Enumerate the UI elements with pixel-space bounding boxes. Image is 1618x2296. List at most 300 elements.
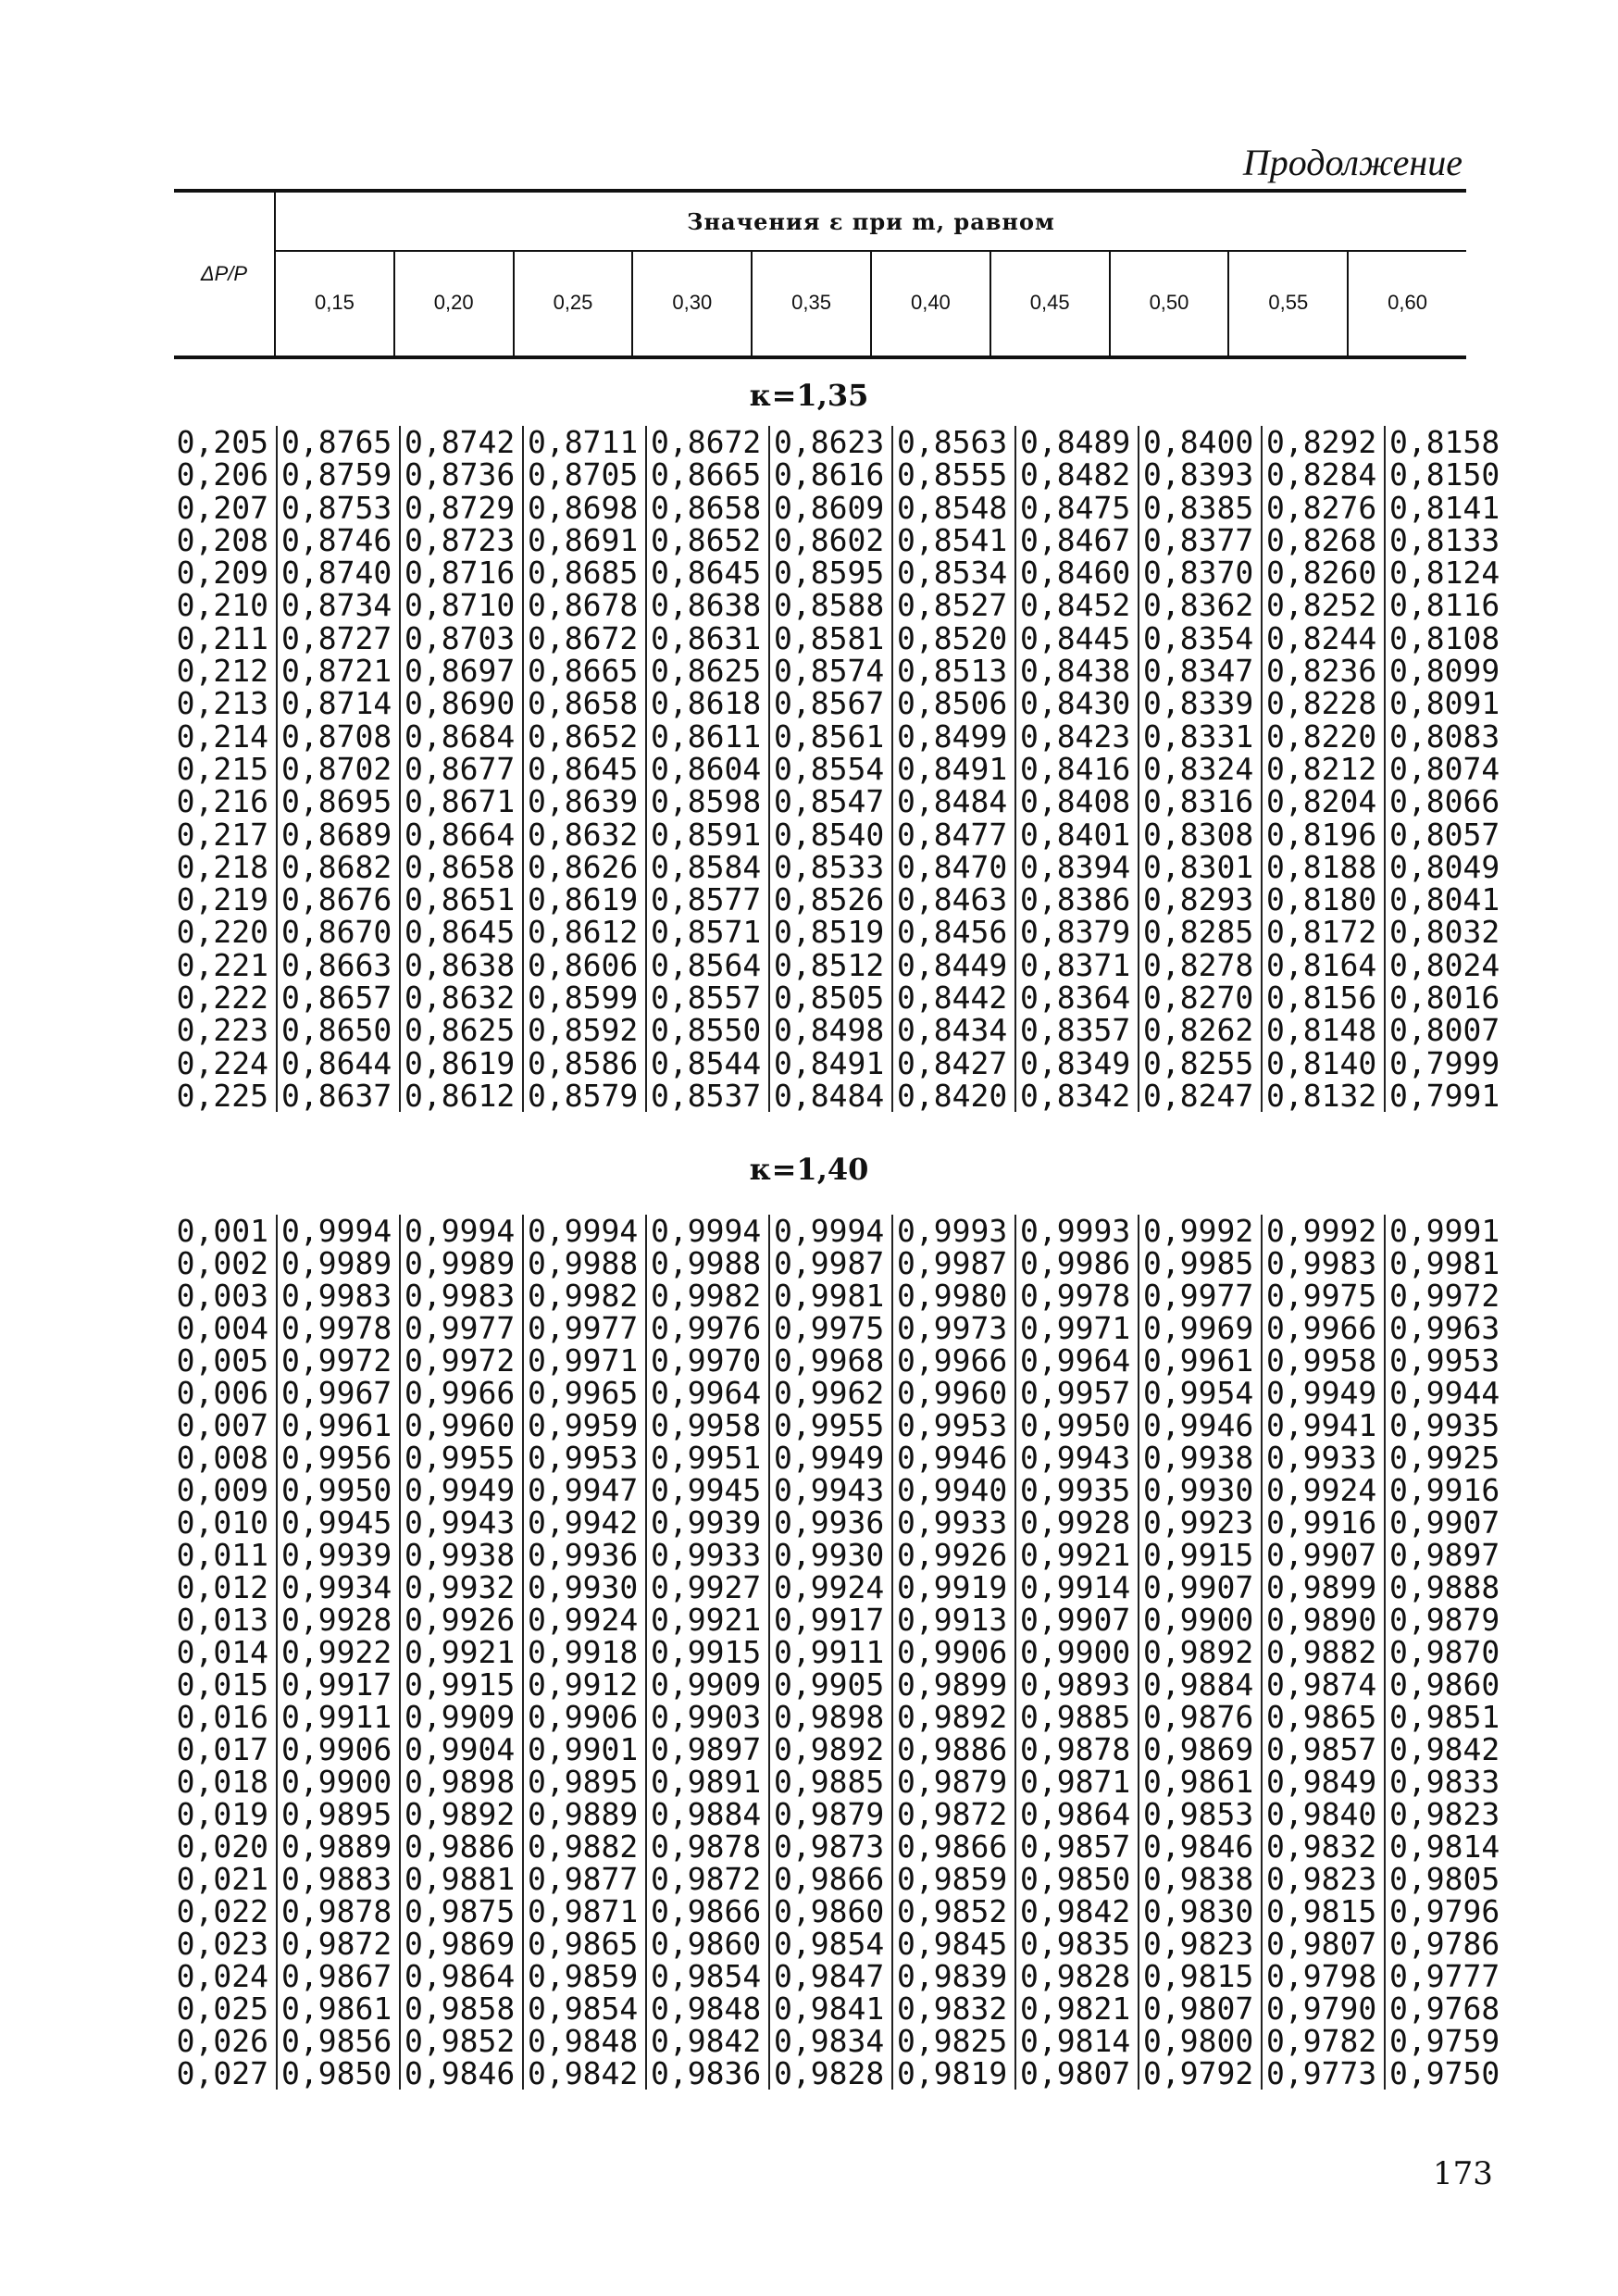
pressure-ratio-cell: 0,022 <box>176 1893 268 1929</box>
epsilon-value-cell: 0,8705 <box>522 458 645 491</box>
table-row <box>165 1766 1507 1798</box>
pressure-ratio-cell: 0,214 <box>176 718 268 755</box>
epsilon-value-cell: 0,9842 <box>1384 1733 1507 1766</box>
pressure-ratio-cell: 0,013 <box>176 1602 268 1638</box>
epsilon-value-cell: 0,9927 <box>645 1571 768 1603</box>
epsilon-value-cell: 0,8550 <box>645 1014 768 1046</box>
pressure-ratio-cell: 0,216 <box>176 783 268 820</box>
epsilon-value-cell: 0,9994 <box>768 1215 891 1247</box>
epsilon-value-cell: 0,9961 <box>276 1409 399 1441</box>
epsilon-value-cell: 0,9898 <box>399 1766 522 1798</box>
epsilon-value-cell: 0,8357 <box>1014 1014 1138 1046</box>
epsilon-value-cell: 0,9985 <box>1138 1247 1261 1279</box>
epsilon-value-cell: 0,8599 <box>522 981 645 1014</box>
epsilon-value-cell: 0,9906 <box>522 1701 645 1733</box>
m-value-header: 0,20 <box>393 250 513 356</box>
epsilon-value-cell: 0,9960 <box>891 1377 1014 1409</box>
epsilon-value-cell: 0,8537 <box>645 1079 768 1112</box>
epsilon-value-cell: 0,9994 <box>645 1215 768 1247</box>
epsilon-value-cell: 0,9874 <box>1261 1668 1384 1701</box>
epsilon-value-cell: 0,8342 <box>1014 1079 1138 1112</box>
epsilon-value-cell: 0,8678 <box>522 589 645 621</box>
epsilon-value-cell: 0,8141 <box>1384 492 1507 524</box>
epsilon-value-cell: 0,9907 <box>1138 1571 1261 1603</box>
epsilon-value-cell: 0,8489 <box>1014 426 1138 458</box>
epsilon-value-cell: 0,9906 <box>891 1636 1014 1668</box>
m-value-header: 0,55 <box>1227 250 1347 356</box>
epsilon-value-cell: 0,9970 <box>645 1344 768 1377</box>
table-row <box>165 1960 1507 1992</box>
epsilon-value-cell: 0,8347 <box>1138 655 1261 687</box>
epsilon-value-cell: 0,8408 <box>1014 785 1138 817</box>
epsilon-value-cell: 0,8541 <box>891 524 1014 556</box>
pressure-ratio-cell: 0,004 <box>176 1310 268 1346</box>
epsilon-value-cell: 0,9981 <box>768 1279 891 1312</box>
epsilon-value-cell: 0,8393 <box>1138 458 1261 491</box>
epsilon-value-cell: 0,8729 <box>399 492 522 524</box>
epsilon-value-cell: 0,9892 <box>399 1798 522 1830</box>
epsilon-value-cell: 0,8626 <box>522 851 645 883</box>
epsilon-value-cell: 0,8526 <box>768 883 891 916</box>
m-value-header: 0,25 <box>513 250 632 356</box>
epsilon-value-cell: 0,9991 <box>1384 1215 1507 1247</box>
pressure-ratio-cell: 0,218 <box>176 848 268 885</box>
epsilon-value-cell: 0,9945 <box>645 1474 768 1506</box>
epsilon-value-cell: 0,9987 <box>891 1247 1014 1279</box>
m-value-header: 0,60 <box>1347 250 1466 356</box>
epsilon-value-cell: 0,7991 <box>1384 1079 1507 1112</box>
epsilon-value-cell: 0,9958 <box>645 1409 768 1441</box>
epsilon-value-cell: 0,9790 <box>1261 1992 1384 2025</box>
epsilon-value-cell: 0,9913 <box>891 1603 1014 1636</box>
epsilon-value-cell: 0,9872 <box>891 1798 1014 1830</box>
epsilon-value-cell: 0,8651 <box>399 883 522 916</box>
epsilon-value-cell: 0,8602 <box>768 524 891 556</box>
epsilon-value-cell: 0,9900 <box>276 1766 399 1798</box>
epsilon-value-cell: 0,9978 <box>1014 1279 1138 1312</box>
table-row <box>165 458 1507 491</box>
pressure-ratio-cell: 0,207 <box>176 489 268 526</box>
epsilon-value-cell: 0,9950 <box>1014 1409 1138 1441</box>
epsilon-value-cell: 0,8591 <box>645 818 768 851</box>
epsilon-value-cell: 0,9909 <box>399 1701 522 1733</box>
epsilon-value-cell: 0,9815 <box>1261 1895 1384 1928</box>
epsilon-value-cell: 0,8723 <box>399 524 522 556</box>
epsilon-value-cell: 0,9884 <box>645 1798 768 1830</box>
epsilon-value-cell: 0,8460 <box>1014 556 1138 589</box>
table-row <box>165 848 1507 885</box>
epsilon-value-cell: 0,9860 <box>1384 1668 1507 1701</box>
epsilon-value-cell: 0,8292 <box>1261 426 1384 458</box>
epsilon-value-cell: 0,8736 <box>399 458 522 491</box>
epsilon-value-cell: 0,9892 <box>768 1733 891 1766</box>
epsilon-value-cell: 0,9949 <box>399 1474 522 1506</box>
epsilon-value-cell: 0,8742 <box>399 426 522 458</box>
epsilon-value-cell: 0,9922 <box>276 1636 399 1668</box>
pressure-ratio-cell: 0,221 <box>176 946 268 983</box>
epsilon-value-cell: 0,9800 <box>1138 2025 1261 2057</box>
epsilon-value-cell: 0,9943 <box>768 1474 891 1506</box>
epsilon-value-cell: 0,9972 <box>399 1344 522 1377</box>
epsilon-value-cell: 0,9960 <box>399 1409 522 1441</box>
epsilon-value-cell: 0,8278 <box>1138 949 1261 981</box>
table-row <box>165 1312 1507 1344</box>
pressure-ratio-cell: 0,006 <box>176 1375 268 1411</box>
epsilon-value-cell: 0,8452 <box>1014 589 1138 621</box>
epsilon-value-cell: 0,9848 <box>522 2025 645 2057</box>
epsilon-value-cell: 0,9840 <box>1261 1798 1384 1830</box>
epsilon-value-cell: 0,9873 <box>768 1830 891 1863</box>
epsilon-value-cell: 0,9994 <box>399 1215 522 1247</box>
epsilon-value-cell: 0,9866 <box>768 1863 891 1895</box>
epsilon-value-cell: 0,9961 <box>1138 1344 1261 1377</box>
epsilon-value-cell: 0,9919 <box>891 1571 1014 1603</box>
column-group-title: Значения ε при m, равном <box>276 193 1466 252</box>
epsilon-value-cell: 0,8212 <box>1261 753 1384 785</box>
epsilon-value-cell: 0,8506 <box>891 687 1014 719</box>
epsilon-value-cell: 0,9886 <box>891 1733 1014 1766</box>
epsilon-value-cell: 0,8698 <box>522 492 645 524</box>
epsilon-value-cell: 0,9923 <box>1138 1506 1261 1539</box>
epsilon-value-cell: 0,8349 <box>1014 1047 1138 1079</box>
epsilon-value-cell: 0,9845 <box>891 1928 1014 1960</box>
epsilon-value-cell: 0,8638 <box>399 949 522 981</box>
epsilon-value-cell: 0,8753 <box>276 492 399 524</box>
epsilon-value-cell: 0,9825 <box>891 2025 1014 2057</box>
epsilon-value-cell: 0,9865 <box>522 1928 645 1960</box>
epsilon-value-cell: 0,9928 <box>276 1603 399 1636</box>
epsilon-value-cell: 0,8677 <box>399 753 522 785</box>
epsilon-value-cell: 0,8156 <box>1261 981 1384 1014</box>
epsilon-value-cell: 0,9854 <box>645 1960 768 1992</box>
table-row <box>165 1830 1507 1863</box>
epsilon-value-cell: 0,8442 <box>891 981 1014 1014</box>
epsilon-value-cell: 0,9956 <box>276 1441 399 1474</box>
epsilon-value-cell: 0,8714 <box>276 687 399 719</box>
epsilon-value-cell: 0,9782 <box>1261 2025 1384 2057</box>
epsilon-value-cell: 0,8598 <box>645 785 768 817</box>
epsilon-value-cell: 0,9977 <box>522 1312 645 1344</box>
epsilon-value-cell: 0,9854 <box>522 1992 645 2025</box>
epsilon-value-cell: 0,9864 <box>399 1960 522 1992</box>
pressure-ratio-cell: 0,026 <box>176 2023 268 2059</box>
epsilon-value-cell: 0,8584 <box>645 851 768 883</box>
epsilon-value-cell: 0,8247 <box>1138 1079 1261 1112</box>
epsilon-value-cell: 0,9857 <box>1014 1830 1138 1863</box>
epsilon-value-cell: 0,9830 <box>1138 1895 1261 1928</box>
epsilon-value-cell: 0,8727 <box>276 622 399 655</box>
epsilon-value-cell: 0,9982 <box>645 1279 768 1312</box>
epsilon-value-cell: 0,8401 <box>1014 818 1138 851</box>
pressure-ratio-cell: 0,016 <box>176 1699 268 1735</box>
epsilon-value-cell: 0,9955 <box>399 1441 522 1474</box>
table-row <box>165 2025 1507 2057</box>
epsilon-value-cell: 0,9953 <box>522 1441 645 1474</box>
pressure-ratio-cell: 0,023 <box>176 1926 268 1962</box>
epsilon-value-cell: 0,9870 <box>1384 1636 1507 1668</box>
table-row <box>165 1636 1507 1668</box>
epsilon-value-cell: 0,9821 <box>1014 1992 1138 2025</box>
table-row <box>165 1798 1507 1830</box>
epsilon-value-cell: 0,9796 <box>1384 1895 1507 1928</box>
epsilon-value-cell: 0,8220 <box>1261 720 1384 753</box>
epsilon-value-cell: 0,9938 <box>1138 1441 1261 1474</box>
table-row <box>165 818 1507 851</box>
epsilon-value-cell: 0,8228 <box>1261 687 1384 719</box>
epsilon-value-cell: 0,8581 <box>768 622 891 655</box>
epsilon-value-cell: 0,9936 <box>768 1506 891 1539</box>
pressure-ratio-cell: 0,003 <box>176 1278 268 1314</box>
epsilon-value-cell: 0,9916 <box>1261 1506 1384 1539</box>
epsilon-value-cell: 0,8354 <box>1138 622 1261 655</box>
epsilon-value-cell: 0,9915 <box>645 1636 768 1668</box>
epsilon-value-cell: 0,8658 <box>399 851 522 883</box>
epsilon-value-cell: 0,8236 <box>1261 655 1384 687</box>
epsilon-value-cell: 0,9955 <box>768 1409 891 1441</box>
epsilon-value-cell: 0,9916 <box>1384 1474 1507 1506</box>
table-row <box>165 1539 1507 1571</box>
epsilon-value-cell: 0,9943 <box>399 1506 522 1539</box>
epsilon-value-cell: 0,8710 <box>399 589 522 621</box>
epsilon-value-cell: 0,8759 <box>276 458 399 491</box>
epsilon-value-cell: 0,8702 <box>276 753 399 785</box>
epsilon-value-cell: 0,9911 <box>276 1701 399 1733</box>
epsilon-value-cell: 0,9963 <box>1384 1312 1507 1344</box>
epsilon-value-cell: 0,9900 <box>1014 1636 1138 1668</box>
epsilon-value-cell: 0,8519 <box>768 916 891 948</box>
epsilon-value-cell: 0,9935 <box>1014 1474 1138 1506</box>
epsilon-value-cell: 0,9828 <box>768 2057 891 2090</box>
table-row <box>165 1409 1507 1441</box>
epsilon-value-cell: 0,8652 <box>522 720 645 753</box>
epsilon-value-cell: 0,8148 <box>1261 1014 1384 1046</box>
epsilon-value-cell: 0,9966 <box>399 1377 522 1409</box>
epsilon-value-cell: 0,8682 <box>276 851 399 883</box>
epsilon-value-cell: 0,9987 <box>768 1247 891 1279</box>
epsilon-value-cell: 0,9903 <box>645 1701 768 1733</box>
epsilon-value-cell: 0,9994 <box>276 1215 399 1247</box>
epsilon-value-cell: 0,8308 <box>1138 818 1261 851</box>
epsilon-value-cell: 0,9898 <box>768 1701 891 1733</box>
pressure-ratio-cell: 0,213 <box>176 685 268 722</box>
epsilon-value-cell: 0,8108 <box>1384 622 1507 655</box>
epsilon-value-cell: 0,8204 <box>1261 785 1384 817</box>
epsilon-value-cell: 0,8041 <box>1384 883 1507 916</box>
epsilon-value-cell: 0,9832 <box>891 1992 1014 2025</box>
table-row <box>165 720 1507 753</box>
epsilon-value-cell: 0,8140 <box>1261 1047 1384 1079</box>
epsilon-value-cell: 0,9953 <box>1384 1344 1507 1377</box>
epsilon-value-cell: 0,8252 <box>1261 589 1384 621</box>
epsilon-value-cell: 0,9949 <box>768 1441 891 1474</box>
epsilon-value-cell: 0,8650 <box>276 1014 399 1046</box>
epsilon-value-cell: 0,9805 <box>1384 1863 1507 1895</box>
epsilon-value-cell: 0,9989 <box>276 1247 399 1279</box>
table-row <box>165 685 1507 722</box>
epsilon-value-cell: 0,8324 <box>1138 753 1261 785</box>
epsilon-value-cell: 0,9759 <box>1384 2025 1507 2057</box>
epsilon-value-cell: 0,9977 <box>399 1312 522 1344</box>
m-value-header: 0,15 <box>314 291 355 314</box>
epsilon-value-cell: 0,9858 <box>399 1992 522 2025</box>
epsilon-value-cell: 0,9933 <box>891 1506 1014 1539</box>
epsilon-value-cell: 0,8438 <box>1014 655 1138 687</box>
table-row <box>165 1247 1507 1279</box>
epsilon-value-cell: 0,9839 <box>891 1960 1014 1992</box>
continuation-label: Продолжение <box>1242 142 1462 183</box>
m-value-header: 0,30 <box>631 250 751 356</box>
epsilon-value-cell: 0,8557 <box>645 981 768 1014</box>
epsilon-value-cell: 0,8260 <box>1261 556 1384 589</box>
epsilon-value-cell: 0,8672 <box>645 426 768 458</box>
epsilon-value-cell: 0,9859 <box>891 1863 1014 1895</box>
epsilon-value-cell: 0,8612 <box>399 1079 522 1112</box>
epsilon-value-cell: 0,8049 <box>1384 851 1507 883</box>
table-row <box>165 980 1507 1017</box>
epsilon-value-cell: 0,9934 <box>276 1571 399 1603</box>
epsilon-value-cell: 0,9891 <box>645 1766 768 1798</box>
epsilon-value-cell: 0,9836 <box>645 2057 768 2090</box>
epsilon-value-cell: 0,8244 <box>1261 622 1384 655</box>
epsilon-value-cell: 0,9907 <box>1261 1539 1384 1571</box>
epsilon-value-cell: 0,9932 <box>399 1571 522 1603</box>
epsilon-value-cell: 0,8703 <box>399 622 522 655</box>
epsilon-value-cell: 0,9872 <box>645 1863 768 1895</box>
table-row <box>165 653 1507 690</box>
epsilon-value-cell: 0,9850 <box>276 2057 399 2090</box>
epsilon-value-cell: 0,9888 <box>1384 1571 1507 1603</box>
epsilon-value-cell: 0,8623 <box>768 426 891 458</box>
epsilon-value-cell: 0,9968 <box>768 1344 891 1377</box>
epsilon-value-cell: 0,9967 <box>276 1377 399 1409</box>
epsilon-value-cell: 0,8463 <box>891 883 1014 916</box>
epsilon-value-cell: 0,8561 <box>768 720 891 753</box>
epsilon-value-cell: 0,8625 <box>399 1014 522 1046</box>
epsilon-value-cell: 0,8158 <box>1384 426 1507 458</box>
epsilon-value-cell: 0,8645 <box>399 916 522 948</box>
epsilon-value-cell: 0,9953 <box>891 1409 1014 1441</box>
epsilon-value-cell: 0,9842 <box>645 2025 768 2057</box>
epsilon-value-cell: 0,9860 <box>645 1928 768 1960</box>
epsilon-value-cell: 0,8765 <box>276 426 399 458</box>
pressure-ratio-cell: 0,007 <box>176 1407 268 1443</box>
epsilon-value-cell: 0,9892 <box>1138 1636 1261 1668</box>
epsilon-value-cell: 0,9930 <box>522 1571 645 1603</box>
pressure-ratio-cell: 0,212 <box>176 653 268 690</box>
pressure-ratio-cell: 0,002 <box>176 1245 268 1281</box>
epsilon-value-cell: 0,9924 <box>768 1571 891 1603</box>
epsilon-value-cell: 0,8484 <box>891 785 1014 817</box>
table-row <box>165 1603 1507 1636</box>
epsilon-value-cell: 0,8695 <box>276 785 399 817</box>
epsilon-value-cell: 0,8637 <box>276 1079 399 1112</box>
epsilon-value-cell: 0,9912 <box>522 1668 645 1701</box>
epsilon-value-cell: 0,9832 <box>1261 1830 1384 1863</box>
epsilon-value-cell: 0,9935 <box>1384 1409 1507 1441</box>
epsilon-value-cell: 0,9899 <box>891 1668 1014 1701</box>
table-row <box>165 489 1507 526</box>
epsilon-value-cell: 0,9895 <box>522 1766 645 1798</box>
epsilon-value-cell: 0,9897 <box>1384 1539 1507 1571</box>
epsilon-value-cell: 0,8554 <box>768 753 891 785</box>
pressure-ratio-cell: 0,217 <box>176 816 268 853</box>
epsilon-value-cell: 0,9969 <box>1138 1312 1261 1344</box>
epsilon-value-cell: 0,8527 <box>891 589 1014 621</box>
epsilon-value-cell: 0,8124 <box>1384 556 1507 589</box>
epsilon-value-cell: 0,9833 <box>1384 1766 1507 1798</box>
table-row <box>165 1668 1507 1701</box>
epsilon-value-cell: 0,8645 <box>645 556 768 589</box>
epsilon-value-cell: 0,8301 <box>1138 851 1261 883</box>
epsilon-value-cell: 0,8577 <box>645 883 768 916</box>
epsilon-value-cell: 0,8083 <box>1384 720 1507 753</box>
table-row <box>165 1863 1507 1895</box>
epsilon-value-cell: 0,8611 <box>645 720 768 753</box>
epsilon-value-cell: 0,8716 <box>399 556 522 589</box>
epsilon-value-cell: 0,9875 <box>399 1895 522 1928</box>
epsilon-value-cell: 0,8632 <box>522 818 645 851</box>
epsilon-value-cell: 0,9878 <box>276 1895 399 1928</box>
epsilon-value-cell: 0,9807 <box>1138 1992 1261 2025</box>
epsilon-value-cell: 0,8618 <box>645 687 768 719</box>
epsilon-value-cell: 0,9869 <box>399 1928 522 1960</box>
epsilon-value-cell: 0,8711 <box>522 426 645 458</box>
epsilon-value-cell: 0,9866 <box>891 1830 1014 1863</box>
table-row <box>165 1215 1507 1247</box>
epsilon-value-cell: 0,9966 <box>891 1344 1014 1377</box>
epsilon-value-cell: 0,9976 <box>645 1312 768 1344</box>
epsilon-value-cell: 0,8427 <box>891 1047 1014 1079</box>
table-row <box>165 1733 1507 1766</box>
epsilon-value-cell: 0,8740 <box>276 556 399 589</box>
epsilon-value-cell: 0,8434 <box>891 1014 1014 1046</box>
epsilon-value-cell: 0,9882 <box>522 1830 645 1863</box>
epsilon-value-cell: 0,9964 <box>1014 1344 1138 1377</box>
epsilon-value-cell: 0,9924 <box>1261 1474 1384 1506</box>
epsilon-value-cell: 0,8672 <box>522 622 645 655</box>
epsilon-value-cell: 0,9889 <box>276 1830 399 1863</box>
epsilon-value-cell: 0,8449 <box>891 949 1014 981</box>
table-row <box>165 1928 1507 1960</box>
epsilon-value-cell: 0,9768 <box>1384 1992 1507 2025</box>
epsilon-value-cell: 0,8331 <box>1138 720 1261 753</box>
epsilon-value-cell: 0,8430 <box>1014 687 1138 719</box>
epsilon-value-cell: 0,9928 <box>1014 1506 1138 1539</box>
epsilon-value-cell: 0,9878 <box>645 1830 768 1863</box>
epsilon-value-cell: 0,9835 <box>1014 1928 1138 1960</box>
epsilon-value-cell: 0,9977 <box>1138 1279 1261 1312</box>
epsilon-value-cell: 0,9890 <box>1261 1603 1384 1636</box>
epsilon-value-cell: 0,8284 <box>1261 458 1384 491</box>
epsilon-value-cell: 0,9814 <box>1014 2025 1138 2057</box>
epsilon-value-cell: 0,8734 <box>276 589 399 621</box>
table-header <box>174 189 1466 359</box>
epsilon-value-cell: 0,9911 <box>768 1636 891 1668</box>
epsilon-value-cell: 0,9834 <box>768 2025 891 2057</box>
epsilon-value-cell: 0,9971 <box>522 1344 645 1377</box>
epsilon-value-cell: 0,8665 <box>522 655 645 687</box>
epsilon-value-cell: 0,9871 <box>522 1895 645 1928</box>
epsilon-value-cell: 0,8066 <box>1384 785 1507 817</box>
epsilon-value-cell: 0,9847 <box>768 1960 891 1992</box>
epsilon-value-cell: 0,9879 <box>768 1798 891 1830</box>
epsilon-value-cell: 0,8416 <box>1014 753 1138 785</box>
epsilon-value-cell: 0,9926 <box>891 1539 1014 1571</box>
table-section-k135 <box>165 426 1507 1112</box>
epsilon-value-cell: 0,8268 <box>1261 524 1384 556</box>
epsilon-value-cell: 0,8057 <box>1384 818 1507 851</box>
epsilon-value-cell: 0,8133 <box>1384 524 1507 556</box>
